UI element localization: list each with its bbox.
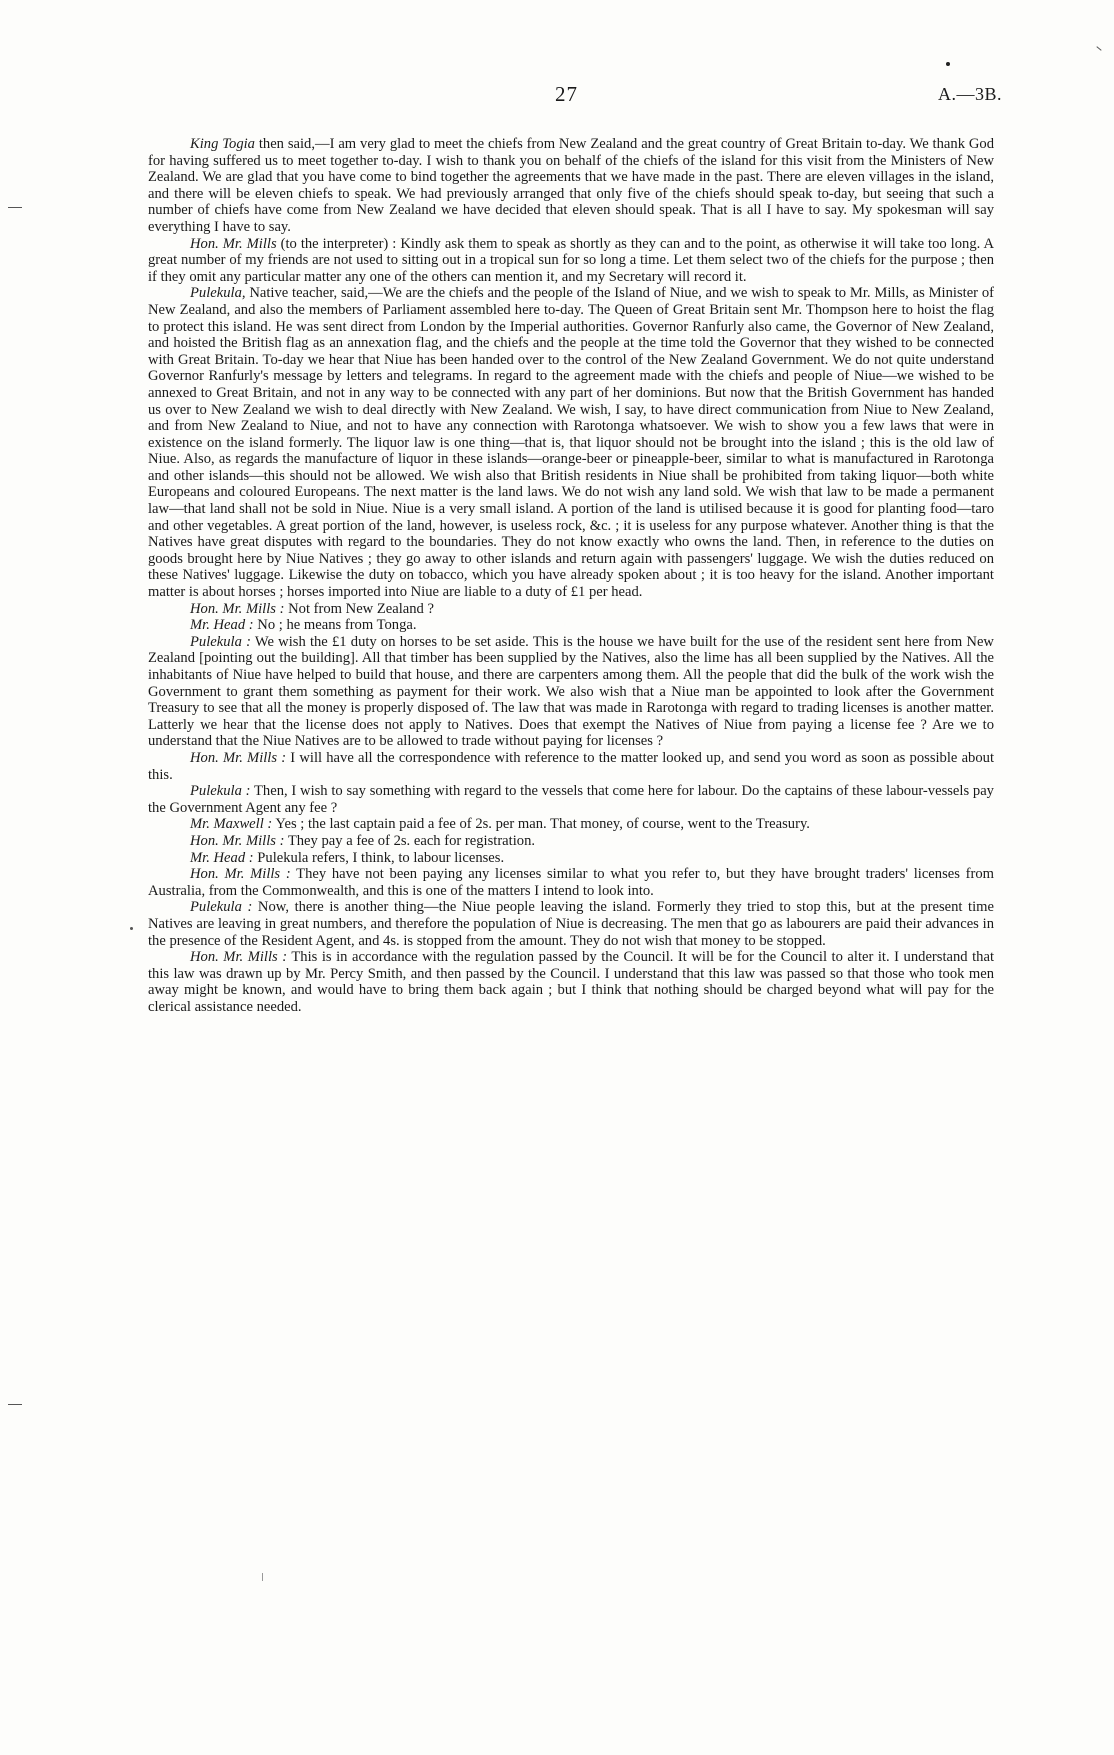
- margin-mark: [262, 1573, 263, 1581]
- paragraph-text: I will have all the correspondence with reference to the matter looked up, and send you word as soon as possible about this.: [148, 749, 995, 783]
- paragraph-text: Pulekula refers, I think, to labour licenses.: [253, 849, 505, 866]
- margin-mark: [8, 207, 22, 208]
- paragraph: [148, 783, 994, 816]
- speaker-name: Hon. Mr. Mills :: [190, 832, 285, 849]
- speaker-name: Hon. Mr. Mills :: [190, 949, 288, 966]
- paragraph: [148, 850, 994, 867]
- page-header: [0, 82, 1114, 112]
- speaker-name: Mr. Head :: [190, 617, 254, 634]
- speaker-name: Pulekula,: [190, 285, 246, 302]
- paragraph-text: We wish the £1 duty on horses to be set aside. This is the house we have built for the use of the resident sent here from New Zealand [pointing out the building]. All that timber has been supplied by the Natives, also the lime has all been supplied by the Natives. All the inhabitants of Niue have helped to build that house, and there are carpenters among them. All the people that did the bulk of the work wish the Government to grant them something as payment for their work. We also wish that a Niue man be appointed to look after the Government Treasury to see that all the money is properly disposed of. The law that was made in Rarotonga with regard to trading licenses is another matter. Latterly we hear that the license does not apply to Natives. Does that exempt the Natives of Niue from paying a license fee ? Are we to understand that the Niue Natives are to be allowed to trade without paying for licenses ?: [148, 633, 994, 750]
- paragraph: [148, 236, 994, 286]
- paragraph: [148, 899, 994, 949]
- paragraph-text: This is in accordance with the regulation passed by the Council. It will be for the Council to alter it. I understand that this law was drawn up by Mr. Percy Smith, and then passed by the Council. I understand that this law was passed so that those who took men away might be known, and would have to bring them back again ; but I think that nothing should be charged beyond what will pay for the clerical assistance needed.: [148, 949, 994, 1015]
- margin-mark: [1096, 46, 1101, 51]
- paragraph: [148, 285, 994, 600]
- paragraph: [148, 833, 994, 850]
- paragraph-text: No ; he means from Tonga.: [253, 617, 417, 634]
- document-reference: A.—3B.: [937, 84, 1002, 104]
- paragraph-text: (to the interpreter) : Kindly ask them to speak as shortly as they can and to the point, as otherwise it will take too long. A great number of my friends are not used to sitting out in a tropical sun for so long a time. Let them select two of the chiefs for the purpose ; then if they omit any particular matter any one of the others can mention it, and my Secretary will record it.: [148, 235, 995, 285]
- paragraph-text: They pay a fee of 2s. each for registration.: [284, 832, 536, 849]
- margin-mark: [8, 1404, 22, 1405]
- paragraph: [148, 136, 994, 236]
- speaker-name: King Togia: [190, 136, 255, 152]
- paragraph-text: Not from New Zealand ?: [284, 600, 434, 617]
- speaker-name: Pulekula :: [190, 633, 251, 650]
- speaker-name: Hon. Mr. Mills :: [190, 866, 291, 883]
- paragraph: [148, 601, 994, 618]
- paragraph: [148, 617, 994, 634]
- paragraph-text: Now, there is another thing—the Niue people leaving the island. Formerly they tried to stop this, but at the present time Natives are leaving in great numbers, and therefore the population of Niue is decreasing. The men that go as labourers are paid their advances in the presence of the Resident Agent, and 4s. is stopped from the amount. They do not wish that money to be stopped.: [148, 899, 994, 949]
- paragraph-text: Yes ; the last captain paid a fee of 2s. per man. That money, of course, went to the Treasury.: [272, 816, 810, 833]
- paragraph: [148, 634, 994, 750]
- paragraph: [148, 816, 994, 833]
- speaker-name: Pulekula :: [190, 899, 253, 916]
- stray-ink-dot: [946, 62, 950, 66]
- paragraph-text: They have not been paying any licenses similar to what you refer to, but they have brought traders' licenses from Australia, from the Commonwealth, and this is one of the matters I intend to look into.: [148, 866, 995, 899]
- speaker-name: Hon. Mr. Mills :: [190, 749, 287, 766]
- speaker-name: Hon. Mr. Mills :: [190, 600, 285, 617]
- speaker-name: Pulekula :: [190, 783, 251, 800]
- paragraph: [148, 949, 994, 1015]
- speaker-name: Hon. Mr. Mills: [190, 235, 277, 252]
- paragraph-text: Then, I wish to say something with regard to the vessels that come here for labour. Do the captains of these labour-vessels pay the Government Agent any fee ?: [148, 783, 994, 816]
- margin-mark: [130, 927, 133, 930]
- body-text: [148, 136, 994, 1015]
- speaker-name: Mr. Maxwell :: [190, 816, 273, 833]
- paragraph-text: then said,—I am very glad to meet the chiefs from New Zealand and the great country of Great Britain to-day. We thank God for having suffered us to meet together to-day. I wish to thank you on behalf of the chiefs of the island for this visit from the Ministers of New Zealand. We are glad that you have come to bind together the agreements that we have made in the past. There are eleven villages in the island, and there will be eleven chiefs to speak. We had previously arranged that only five of the chiefs should speak to-day, but seeing that such a number of chiefs have come from New Zealand we have decided that eleven should speak. That is all I have to say. My spokesman will say everything I have to say.: [148, 136, 994, 235]
- paragraph-text: Native teacher, said,—We are the chiefs and the people of the Island of Niue, and we wish to speak to Mr. Mills, as Minister of New Zealand, and also the members of Parliament assembled here to-day. The Queen of Great Britain sent Mr. Thompson here to hoist the flag to protect this island. He was sent direct from London by the Imperial authorities. Governor Ranfurly also came, the Governor of New Zealand, and hoisted the British flag as an annexation flag, and the chiefs and the people at the time told the Governor that they wished to be connected with Great Britain. To-day we hear that Niue has been handed over to the control of the New Zealand Government. We do not quite understand Governor Ranfurly's message by letters and telegrams. In regard to the agreement made with the chiefs and people of Niue—we wished to be annexed to Great Britain, and not in any way to be connected with any part of her dominions. But now that the British Government has handed us over to New Zealand we wish to deal directly with New Zealand. We wish, I say, to have direct communication from Niue to New Zealand, and from New Zealand to Niue, and not to have any connection with Rarotonga whatsoever. We wish to show you a few laws that were in existence on the island formerly. The liquor law is one thing—that is, that liquor should not be brought into the island ; this is the old law of Niue. Also, as regards the manufacture of liquor in these islands—orange-beer or pineapple-beer, similar to what is manufactured in Rarotonga and other islands—this should not be allowed. We wish also that British residents in Niue shall be prohibited from taking liquor—both white Europeans and coloured Europeans. The next matter is the land laws. We do not wish any land sold. We wish that law to be made a permanent law—that land shall not be sold in Niue. Niue is a very small island. A portion of the land is utilised because it is good for planting food—taro and other vegetables. A great portion of the land, however, is useless rock, &c. ; it is useless for any purpose whatever. Another thing is that the Natives have great disputes with regard to the boundaries. They do not know exactly who owns the land. Then, in reference to the duties on goods brought here by Niue Natives ; they go away to other islands and return again with passengers' luggage. We wish the duties reduced on these Natives' luggage. Likewise the duty on tobacco, which you have already spoken about ; it is too heavy for the island. Another important matter is about horses ; horses imported into Niue are liable to a duty of £1 per head.: [148, 285, 994, 601]
- speaker-name: Mr. Head :: [190, 849, 254, 866]
- paragraph: [148, 750, 994, 783]
- paragraph: [148, 866, 994, 899]
- page-number: 27: [555, 82, 578, 106]
